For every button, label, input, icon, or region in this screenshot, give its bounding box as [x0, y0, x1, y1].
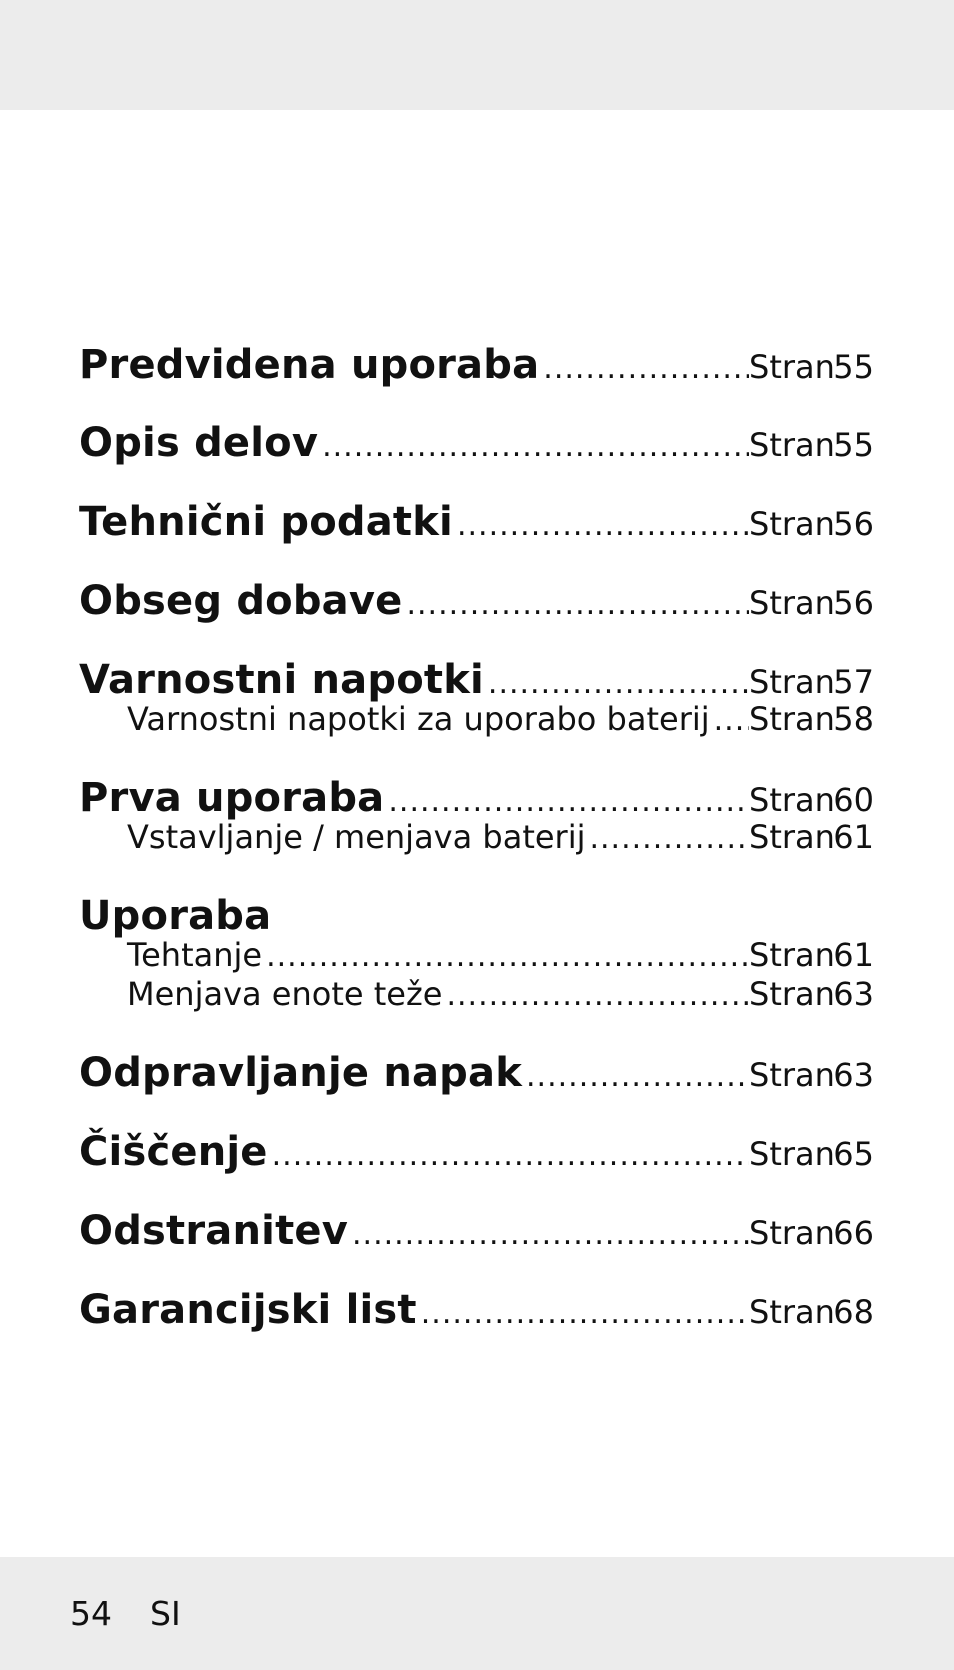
- leader-dots: [522, 1059, 749, 1094]
- toc-subentry-menjava-enote[interactable]: [79, 975, 874, 1013]
- leader-dots: [484, 666, 749, 701]
- leader-dots: [262, 939, 749, 974]
- toc-entry-prva-uporaba[interactable]: [79, 775, 874, 821]
- page-number: 61: [833, 818, 874, 856]
- footer-language: SI: [150, 1594, 181, 1633]
- footer-page-number: 54: [70, 1594, 112, 1633]
- toc-title: Uporaba: [79, 893, 272, 939]
- leader-dots: [268, 1138, 749, 1173]
- stran-label: Stran: [749, 818, 835, 856]
- toc-subtitle: Menjava enote teže: [127, 975, 443, 1013]
- page-number: 61: [833, 936, 874, 974]
- toc-title: Varnostni napotki: [79, 657, 484, 703]
- leader-dots: [417, 1296, 749, 1331]
- toc-entry-garancijski-list[interactable]: [79, 1287, 874, 1333]
- toc-subtitle: Varnostni napotki za uporabo baterij: [127, 700, 710, 738]
- toc-subtitle: Tehtanje: [127, 936, 263, 974]
- leader-dots: [453, 508, 749, 543]
- leader-dots: [710, 703, 749, 738]
- stran-label: Stran: [749, 1056, 835, 1094]
- stran-label: Stran: [749, 700, 835, 738]
- toc-entry-odstranitev[interactable]: [79, 1208, 874, 1254]
- stran-label: Stran: [749, 975, 835, 1013]
- stran-label: Stran: [749, 663, 835, 701]
- toc-entry-predvidena-uporaba[interactable]: [79, 342, 874, 388]
- leader-dots: [402, 587, 749, 622]
- page-number: 56: [833, 584, 874, 622]
- toc-title: Čiščenje: [79, 1129, 268, 1175]
- stran-label: Stran: [749, 1214, 835, 1252]
- leader-dots: [442, 978, 749, 1013]
- toc-title: Obseg dobave: [79, 578, 403, 624]
- toc-subtitle: Vstavljanje / menjava baterij: [127, 818, 586, 856]
- toc-subentry-varnostni-baterij[interactable]: [79, 700, 874, 738]
- page-number: 66: [833, 1214, 874, 1252]
- toc-entry-uporaba[interactable]: [79, 893, 874, 939]
- toc-subentry-vstavljanje[interactable]: [79, 818, 874, 856]
- toc-entry-opis-delov[interactable]: [79, 420, 874, 466]
- page-number: 65: [833, 1135, 874, 1173]
- stran-label: Stran: [749, 1293, 835, 1331]
- stran-label: Stran: [749, 584, 835, 622]
- page-number: 58: [833, 700, 874, 738]
- toc-title: Garancijski list: [79, 1287, 417, 1333]
- page-footer: [70, 1594, 219, 1633]
- toc-entry-varnostni-napotki[interactable]: [79, 657, 874, 703]
- page-number: 57: [833, 663, 874, 701]
- toc-title: Odpravljanje napak: [79, 1050, 523, 1096]
- toc-title: Opis delov: [79, 420, 319, 466]
- page-number: 68: [833, 1293, 874, 1331]
- stran-label: Stran: [749, 781, 835, 819]
- page-number: 55: [833, 348, 874, 386]
- leader-dots: [318, 429, 749, 464]
- toc-entry-odpravljanje-napak[interactable]: [79, 1050, 874, 1096]
- leader-dots: [585, 821, 749, 856]
- page-number: 63: [833, 1056, 874, 1094]
- leader-dots: [384, 784, 749, 819]
- toc-entry-tehnicni-podatki[interactable]: [79, 499, 874, 545]
- stran-label: Stran: [749, 426, 835, 464]
- page-number: 55: [833, 426, 874, 464]
- page-number: 56: [833, 505, 874, 543]
- stran-label: Stran: [749, 348, 835, 386]
- leader-dots: [539, 351, 749, 386]
- toc-title: Prva uporaba: [79, 775, 385, 821]
- toc-entry-ciscenje[interactable]: [79, 1129, 874, 1175]
- page-number: 60: [833, 781, 874, 819]
- toc-title: Tehnični podatki: [79, 499, 453, 545]
- toc-entry-obseg-dobave[interactable]: [79, 578, 874, 624]
- stran-label: Stran: [749, 1135, 835, 1173]
- stran-label: Stran: [749, 505, 835, 543]
- toc-subentry-tehtanje[interactable]: [79, 936, 874, 974]
- page-number: 63: [833, 975, 874, 1013]
- stran-label: Stran: [749, 936, 835, 974]
- top-band: [0, 0, 954, 110]
- toc-title: Predvidena uporaba: [79, 342, 540, 388]
- leader-dots: [348, 1217, 749, 1252]
- toc-title: Odstranitev: [79, 1208, 348, 1254]
